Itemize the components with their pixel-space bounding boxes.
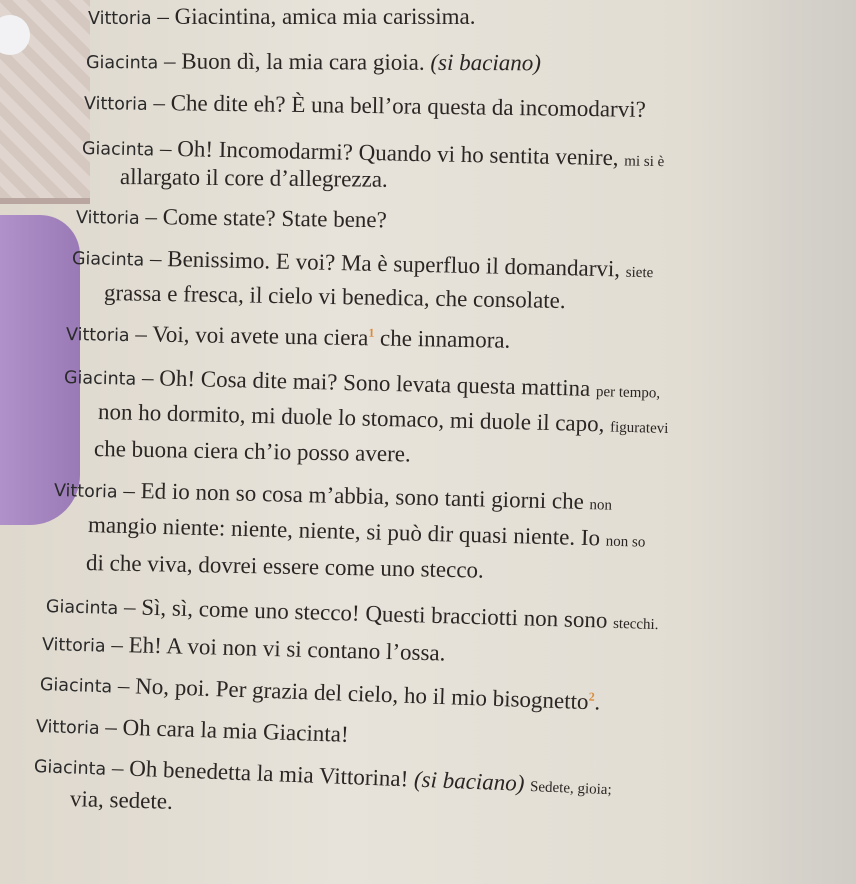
dialogue-line: Vittoria – Ed io non so cosa m’abbia, sono tanti giorni che non: [53, 477, 613, 514]
dialogue-continuation: di che viva, dovrei essere come uno stecco.: [85, 550, 485, 583]
dialogue-line: Giacinta – No, poi. Per grazia del cielo, ho il mio bisognetto$^2$.: [39, 672, 601, 715]
dialogue-line: Giacinta – Buon dì, la mia cara gioia. (si baciano): [85, 48, 541, 76]
footnote-marker: 1: [368, 325, 375, 340]
dialogue-line: Giacinta – Oh! Cosa dite mai? Sono levata questa mattina per tempo,: [63, 364, 661, 402]
dialogue-line: Vittoria – Come state? State bene?: [75, 203, 387, 233]
footnote-marker: 2: [588, 689, 595, 704]
dialogue-line: Vittoria – Giacintina, amica mia carissima.: [88, 4, 476, 29]
dialogue-line: Vittoria – Oh cara la mia Giacinta!: [35, 714, 349, 747]
dialogue-line: Vittoria – Voi, voi avete una ciera$^1$ che innamora.: [65, 321, 511, 353]
dialogue-continuation: che buona ciera ch’io posso avere.: [93, 436, 411, 467]
dialogue-line: Vittoria – Eh! A voi non vi si contano l’ossa.: [41, 631, 446, 666]
dialogue-line: Giacinta – Sì, sì, come uno stecco! Questi bracciotti non sono stecchi.: [45, 594, 659, 634]
dialogue-continuation: via, sedete.: [69, 786, 174, 814]
dialogue-continuation: grassa e fresca, il cielo vi benedica, che consolate.: [103, 280, 566, 314]
dialogue-continuation: mangio niente: niente, niente, si può dir quasi niente. Io non so: [87, 512, 646, 551]
dialogue-line: Vittoria – Che dite eh? È una bell’ora questa da incomodarvi?: [83, 89, 646, 122]
dialogue-line: Giacinta – Oh benedetta la mia Vittorina! (si baciano) Sedete, gioia;: [33, 755, 612, 799]
dialogue-continuation: allargato il core d’allegrezza.: [119, 164, 388, 192]
dialogue-line: Giacinta – Oh! Incomodarmi? Quando vi ho sentita venire, mi si è: [81, 135, 665, 171]
dialogue-continuation: non ho dormito, mi duole lo stomaco, mi duole il capo, figuratevi: [97, 399, 669, 437]
dialogue-line: Giacinta – Benissimo. E voi? Ma è superfluo il domandarvi, siete: [71, 245, 654, 282]
